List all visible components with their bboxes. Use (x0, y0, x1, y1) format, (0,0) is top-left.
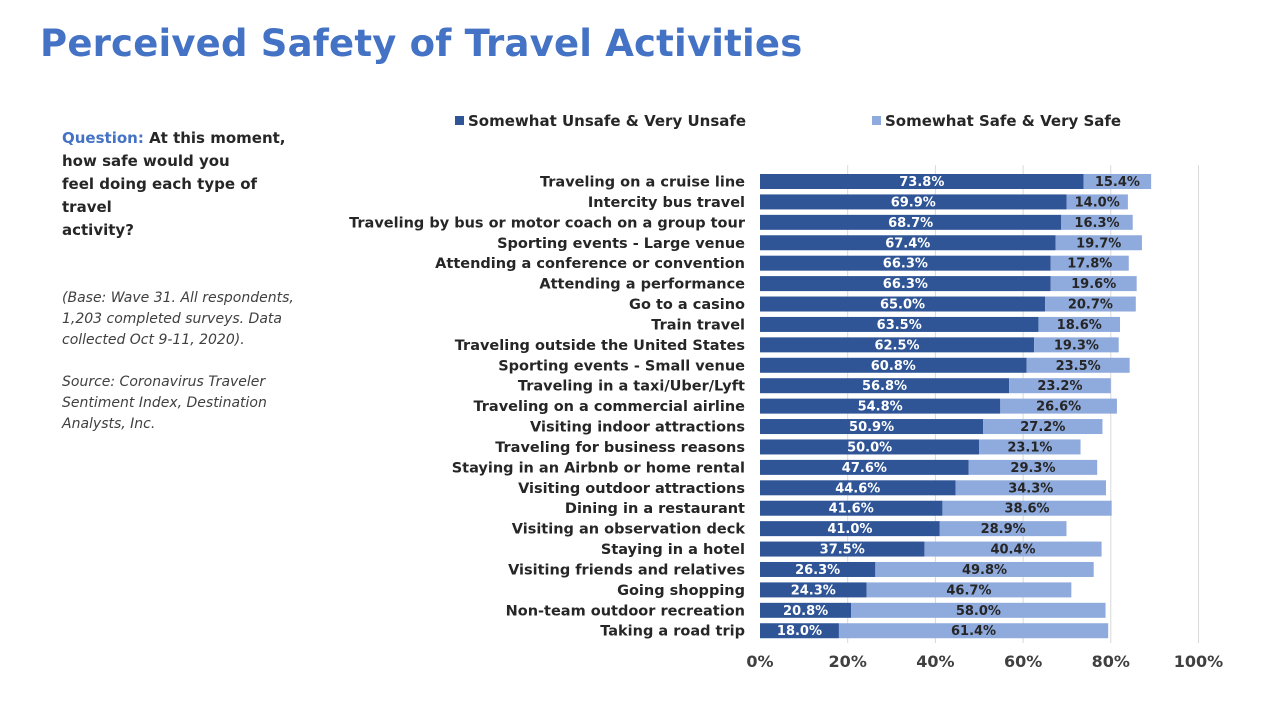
data-label: 26.3% (795, 562, 841, 578)
category-label: Train travel (651, 317, 745, 334)
x-tick-label: 40% (916, 652, 955, 671)
category-label: Traveling outside the United States (454, 337, 745, 354)
data-label: 58.0% (955, 603, 1001, 619)
base-note-line-1: (Base: Wave 31. All respondents, (62, 290, 294, 306)
question-line-2: how safe would you (62, 152, 230, 170)
x-tick-label: 80% (1091, 652, 1130, 671)
data-label: 24.3% (790, 583, 836, 599)
data-label: 67.4% (885, 236, 931, 252)
data-label: 37.5% (819, 542, 865, 558)
data-label: 34.3% (1008, 481, 1054, 497)
legend-swatch (455, 116, 464, 125)
category-label: Traveling in a taxi/Uber/Lyft (517, 378, 745, 395)
data-label: 19.7% (1076, 236, 1122, 252)
data-label: 50.9% (849, 420, 895, 436)
data-label: 23.5% (1055, 358, 1101, 374)
data-label: 14.0% (1074, 195, 1120, 211)
category-label: Traveling by bus or motor coach on a group tour (349, 215, 745, 232)
legend (455, 112, 1121, 130)
data-label: 54.8% (857, 399, 903, 415)
bars (760, 174, 1151, 639)
data-label: 68.7% (888, 215, 934, 231)
category-label: Staying in a hotel (600, 542, 745, 559)
category-label: Attending a conference or convention (435, 256, 745, 273)
source-note-line-1: Source: Coronavirus Traveler (62, 374, 266, 390)
data-label: 41.6% (828, 501, 874, 517)
x-tick-label: 60% (1003, 652, 1043, 671)
data-label: 29.3% (1010, 460, 1056, 476)
category-label: Staying in an Airbnb or home rental (451, 460, 745, 477)
data-label: 38.6% (1004, 501, 1050, 517)
data-label: 16.3% (1074, 215, 1120, 231)
base-note-line-3: collected Oct 9-11, 2020). (62, 332, 245, 348)
data-label: 60.8% (870, 358, 916, 374)
category-label: Go to a casino (629, 297, 745, 314)
category-label: Visiting indoor attractions (530, 419, 745, 436)
data-label: 62.5% (874, 338, 920, 354)
category-label: Visiting friends and relatives (508, 562, 745, 579)
base-note-line-2: 1,203 completed surveys. Data (62, 311, 282, 327)
data-label: 73.8% (899, 175, 945, 190)
data-label: 41.0% (827, 522, 873, 538)
category-label: Taking a road trip (600, 623, 745, 640)
category-label: Sporting events - Large venue (497, 235, 745, 252)
x-axis-tick-labels (746, 652, 1223, 671)
data-label: 17.8% (1067, 256, 1113, 272)
data-label: 61.4% (950, 624, 997, 640)
data-label: 63.5% (876, 317, 922, 333)
data-label: 40.4% (990, 542, 1036, 558)
data-label: 18.0% (776, 624, 823, 640)
data-label: 23.1% (1007, 440, 1053, 456)
data-label: 69.9% (890, 195, 936, 211)
data-label: 66.3% (882, 256, 928, 272)
category-label: Attending a performance (539, 276, 745, 293)
data-label: 47.6% (841, 460, 887, 476)
data-label: 50.0% (847, 440, 893, 456)
data-label: 56.8% (861, 379, 908, 395)
legend-swatch (872, 116, 881, 125)
data-label: 46.7% (946, 583, 992, 599)
data-label: 19.3% (1053, 338, 1099, 354)
data-label: 23.2% (1037, 379, 1083, 395)
data-label: 27.2% (1020, 420, 1066, 436)
data-label: 66.3% (882, 277, 928, 293)
category-label: Non-team outdoor recreation (505, 603, 745, 620)
page-title: Perceived Safety of Travel Activities (40, 22, 803, 65)
data-label: 49.8% (961, 562, 1008, 578)
question-label: Question: (62, 129, 144, 147)
source-note-line-3: Analysts, Inc. (62, 416, 156, 432)
x-tick-label: 20% (828, 652, 867, 671)
source-note-line-2: Sentiment Index, Destination (62, 395, 267, 411)
category-label: Intercity bus travel (587, 194, 745, 211)
category-label: Going shopping (617, 582, 745, 599)
data-label: 15.4% (1094, 175, 1140, 190)
category-label: Traveling for business reasons (495, 439, 745, 456)
category-labels (349, 175, 746, 640)
data-label: 44.6% (835, 481, 881, 497)
question-line-4: activity? (62, 221, 134, 239)
legend-label: Somewhat Unsafe & Very Unsafe (468, 112, 747, 130)
data-label: 65.0% (879, 297, 926, 313)
question-line-1-text: At this moment, (149, 129, 286, 147)
legend-label: Somewhat Safe & Very Safe (885, 112, 1122, 130)
category-label: Sporting events - Small venue (498, 358, 745, 375)
data-label: 18.6% (1056, 317, 1102, 333)
x-tick-label: 100% (1173, 652, 1224, 671)
x-tick-label: 0% (746, 652, 774, 671)
data-label: 28.9% (980, 522, 1026, 538)
category-label: Dining in a restaurant (564, 501, 745, 518)
category-label: Traveling on a cruise line (539, 174, 745, 191)
data-label: 26.6% (1036, 399, 1082, 415)
category-label: Traveling on a commercial airline (473, 399, 745, 416)
category-label: Visiting an observation deck (511, 521, 745, 538)
question-line-3: feel doing each type of travel (62, 175, 258, 216)
data-label: 20.8% (783, 603, 829, 619)
data-label: 19.6% (1071, 277, 1117, 293)
category-label: Visiting outdoor attractions (518, 480, 745, 497)
data-label: 20.7% (1067, 297, 1113, 313)
